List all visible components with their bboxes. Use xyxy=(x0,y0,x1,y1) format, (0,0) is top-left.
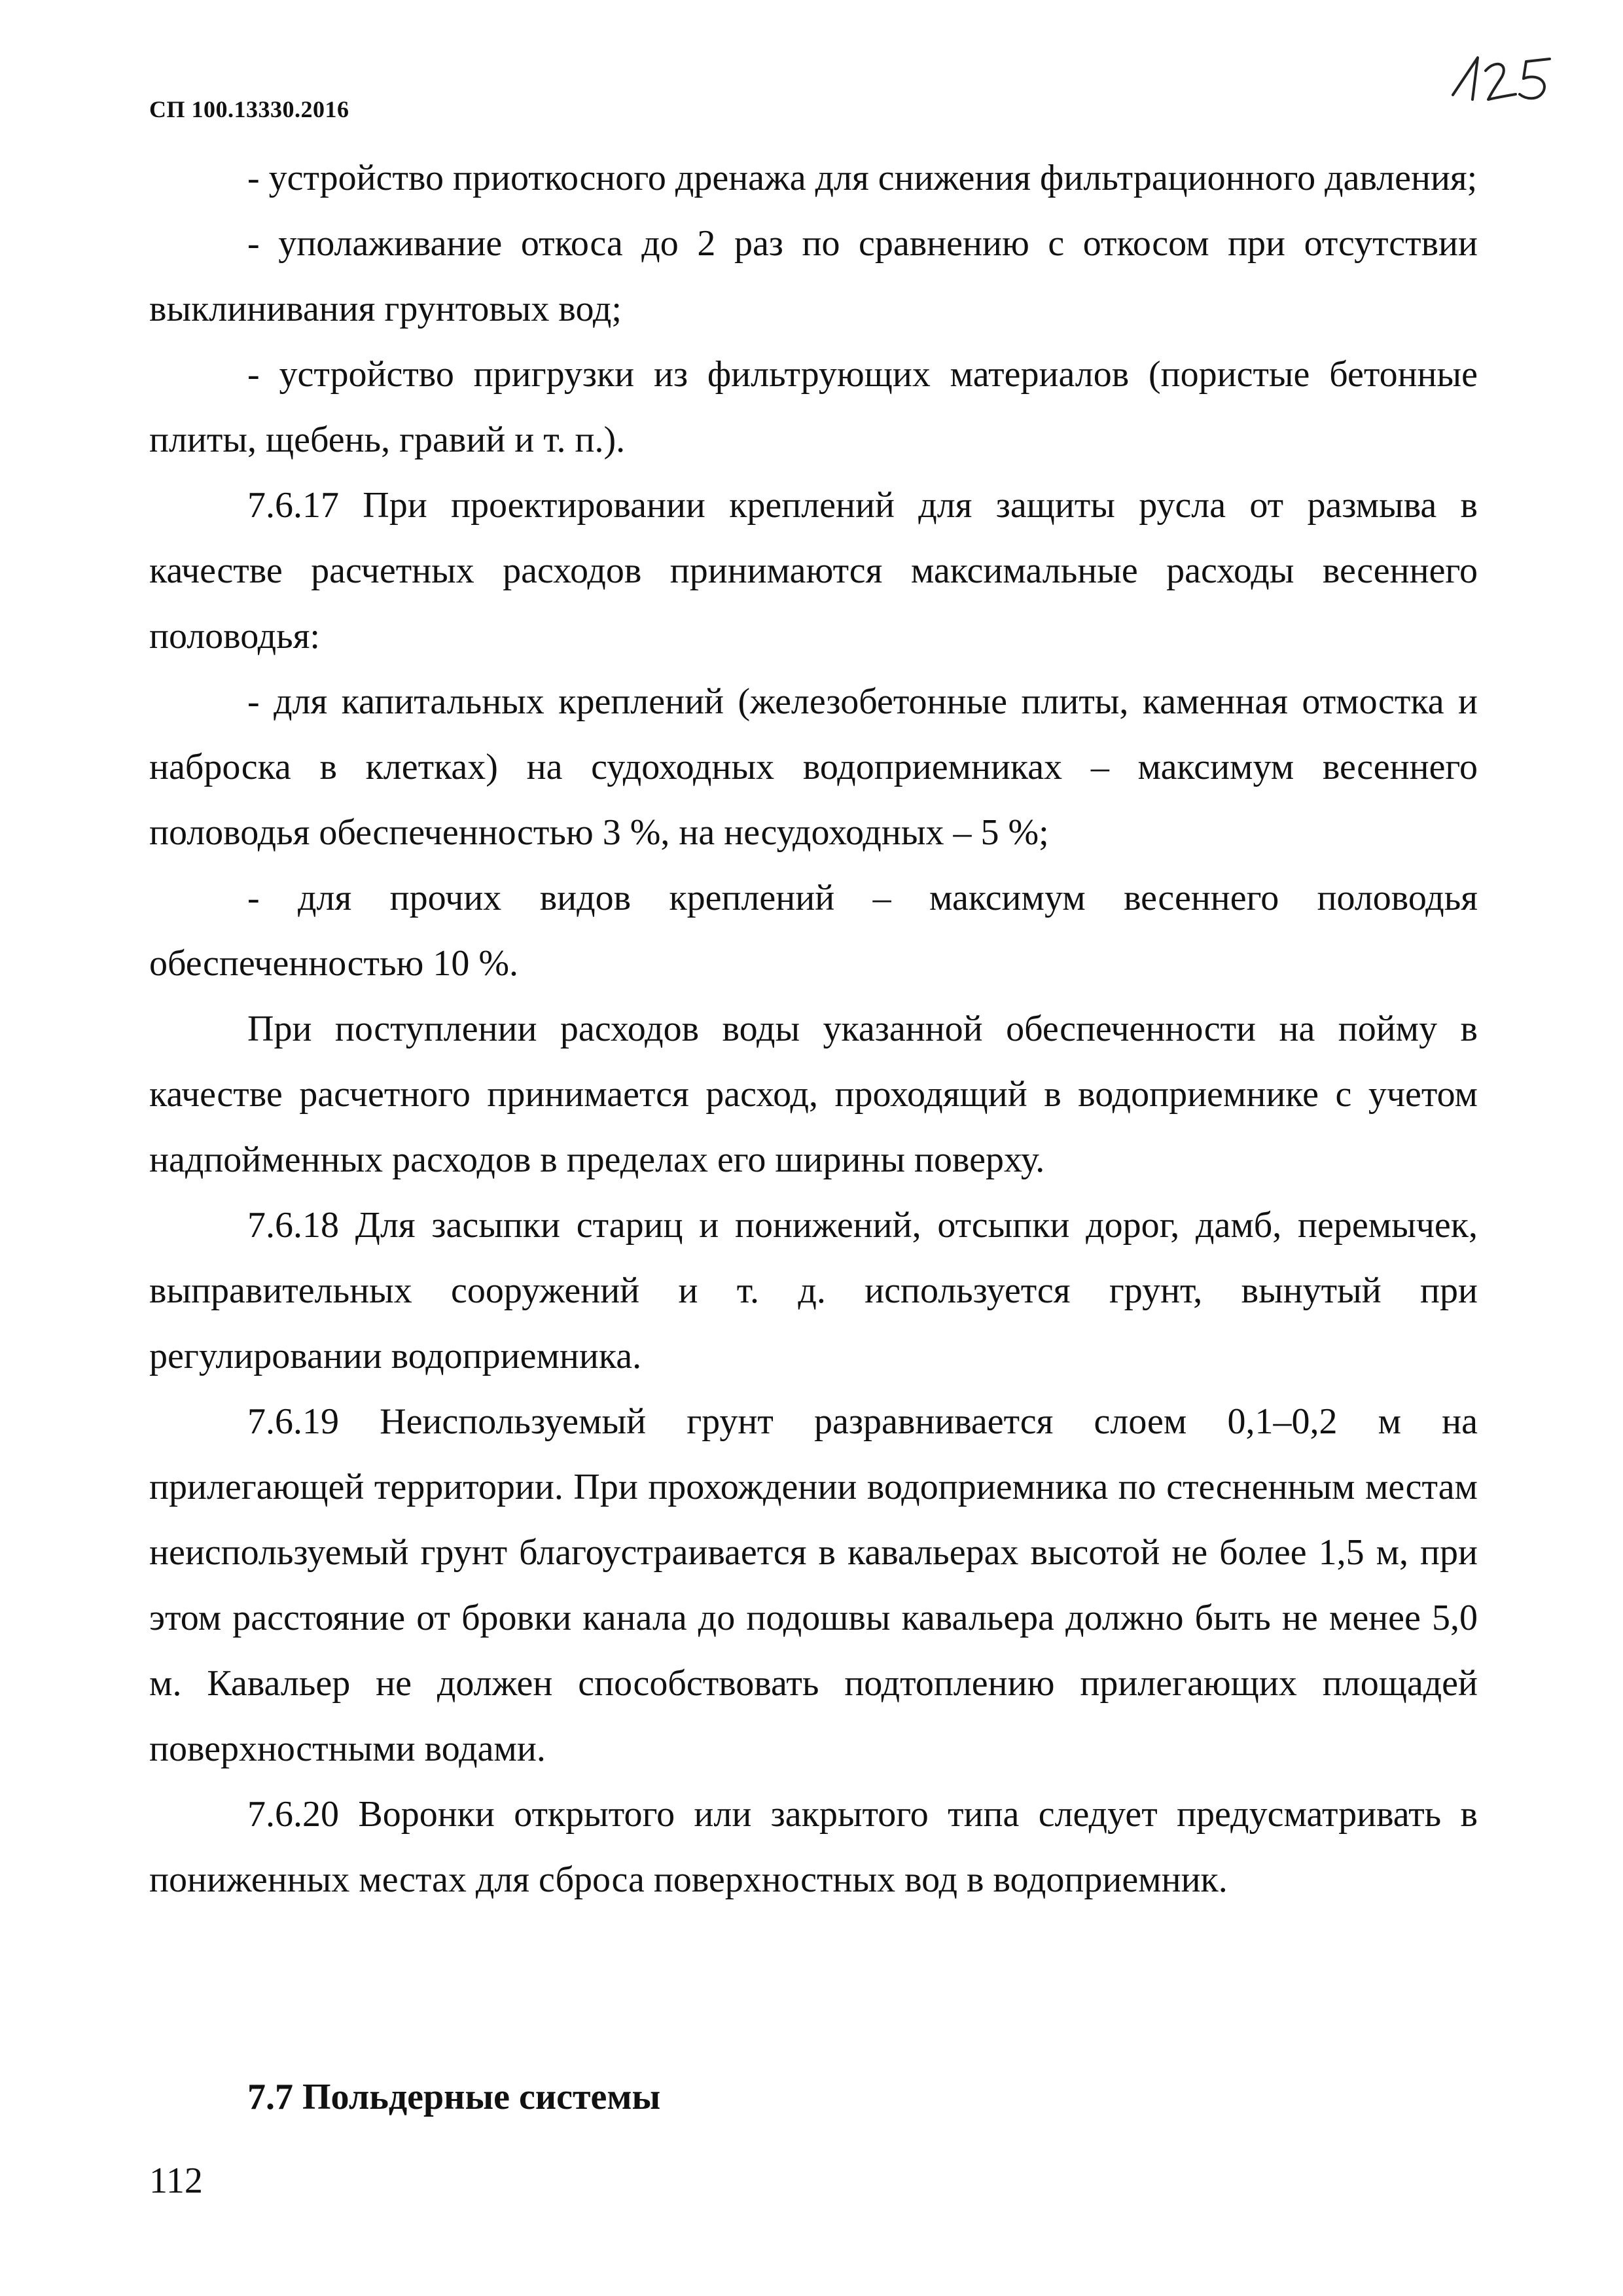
paragraph-7-6-18: 7.6.18 Для засыпки стариц и понижений, отсыпки дорог, дамб, перемычек, выправительных сооружений и т. д. используется грунт, вынутый при регулировании водоприемника. xyxy=(149,1205,1478,1376)
paragraph-drainage: - устройство приоткосного дренажа для снижения фильтрационного давления; xyxy=(247,158,1478,198)
paragraph-7-6-17: 7.6.17 При проектировании креплений для защиты русла от размыва в качестве расчетных расходов принимаются максимальные расходы весеннего половодья: xyxy=(149,485,1478,656)
paragraph-other-fastening: - для прочих видов креплений – максимум весеннего половодья обеспеченностью 10 %. xyxy=(149,878,1478,984)
paragraph-filter-loading: - устройство пригрузки из фильтрующих материалов (пористые бетонные плиты, щебень, гравий и т. п.). xyxy=(149,354,1478,460)
handwritten-sheet-number xyxy=(1440,39,1558,111)
page-number: 112 xyxy=(149,2161,203,2201)
paragraph-slope-flattening: - уполаживание откоса до 2 раз по сравнению с откосом при отсутствии выклинивания грунтовых вод; xyxy=(149,223,1478,329)
paragraph-7-6-19: 7.6.19 Неиспользуемый грунт разравнивается слоем 0,1–0,2 м на прилегающей территории. При прохождении водоприемника по стесненным местам неиспользуемый грунт благоустраивается в кавальерах высотой не более 1,5 м, при этом расстояние от бровки канала до подошвы кавальера должно быть не менее 5,0 м. Кавальер не должен способствовать подтоплению прилегающих площадей поверхностными водами. xyxy=(149,1401,1478,1769)
paragraph-floodplain-flow: При поступлении расходов воды указанной обеспеченности на пойму в качестве расчетного принимается расход, проходящий в водоприемнике с учетом надпойменных расходов в пределах его ширины поверху. xyxy=(149,1009,1478,1180)
document-code: СП 100.13330.2016 xyxy=(149,96,349,122)
paragraph-7-6-20: 7.6.20 Воронки открытого или закрытого типа следует предусматривать в пониженных местах для сброса поверхностных вод в водоприемник. xyxy=(149,1794,1478,1900)
paragraph-capital-fastening: - для капитальных креплений (железобетонные плиты, каменная отмостка и наброска в клетках) на судоходных водоприемниках – максимум весеннего половодья обеспеченностью 3 %, на несудоходных – 5 %; xyxy=(149,681,1478,853)
section-heading: 7.7 Польдерные системы xyxy=(247,2077,661,2117)
body-text xyxy=(149,145,1478,1912)
